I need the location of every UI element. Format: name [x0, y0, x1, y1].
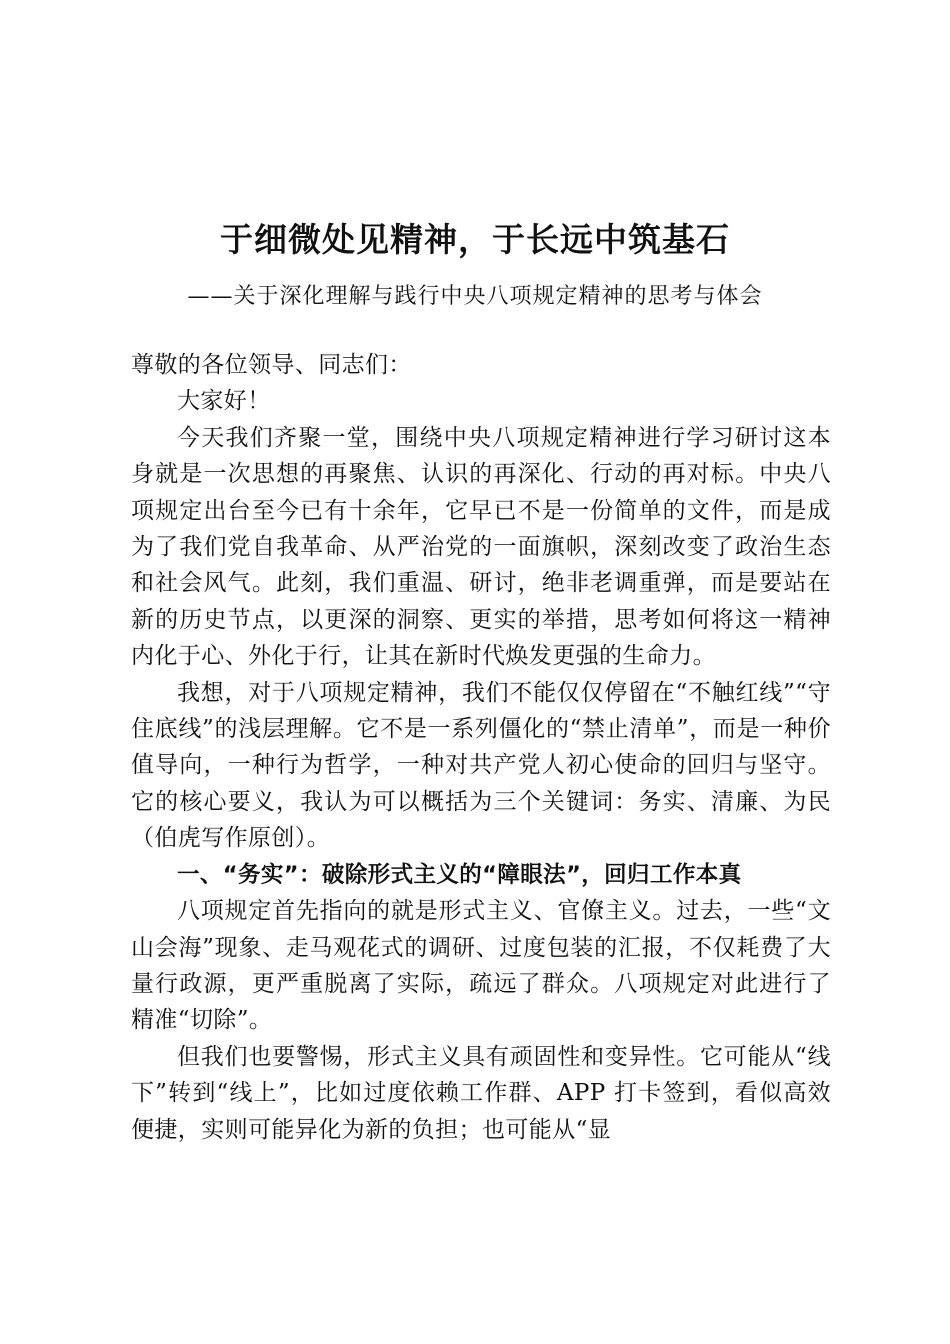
- document-body: [131, 347, 831, 1148]
- section-heading: 一、“务实”：破除形式主义的“障眼法”，回归工作本真: [177, 861, 742, 888]
- salutation: 尊敬的各位领导、同志们：: [131, 352, 412, 378]
- paragraph: 我想，对于八项规定精神，我们不能仅仅停留在“不触红线”“守住底线”的浅层理解。它不是一系列僵化的“禁止清单”，而是一种价值导向，一种行为哲学，一种对共产党人初心使命的回归与坚守。它的核心要义，我认为可以概括为三个关键词：务实、清廉、为民（伯虎写作原创）。: [131, 679, 831, 852]
- paragraph: 今天我们齐聚一堂，围绕中央八项规定精神进行学习研讨这本身就是一次思想的再聚焦、认识的再深化、行动的再对标。中央八项规定出台至今已有十余年，它早已不是一份简单的文件，而是成为了我们党自我革命、从严治党的一面旗帜，深刻改变了政治生态和社会风气。此刻，我们重温、研讨，绝非老调重弹，而是要站在新的历史节点，以更深的洞察、更实的举措，思考如何将这一精神内化于心、外化于行，让其在新时代焕发更强的生命力。: [131, 424, 831, 670]
- paragraph: 但我们也要警惕，形式主义具有顽固性和变异性。它可能从“线下”转到“线上”，比如过度依赖工作群、APP 打卡签到，看似高效便捷，实则可能异化为新的负担；也可能从“显: [131, 1043, 831, 1143]
- document-title: 于细微处见精神，于长远中筑基石: [220, 220, 730, 259]
- greeting: 大家好！: [177, 388, 271, 415]
- document-subtitle: ——关于深化理解与践行中央八项规定精神的思考与体会: [187, 284, 763, 309]
- paragraph: 八项规定首先指向的就是形式主义、官僚主义。过去，一些“文山会海”现象、走马观花式的调研、过度包装的汇报，不仅耗费了大量行政源，更严重脱离了实际，疏远了群众。八项规定对此进行了精准“切除”。: [131, 898, 831, 1034]
